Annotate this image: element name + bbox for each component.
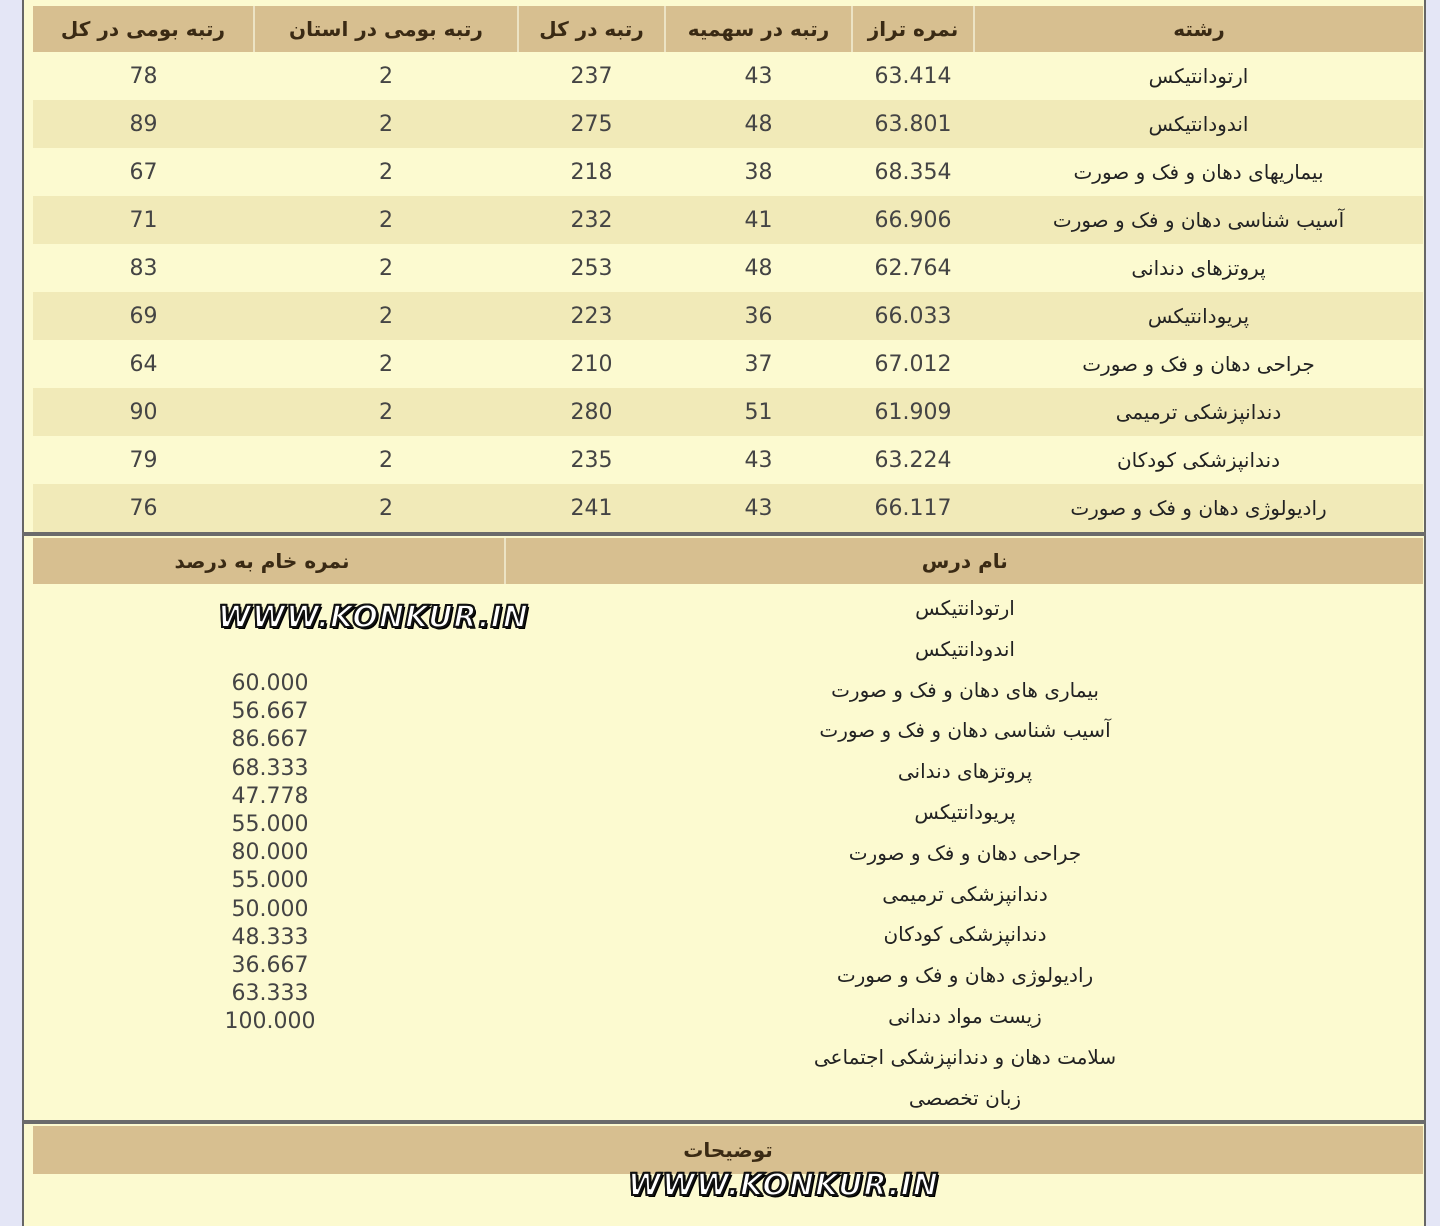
cell-native-overall: 76 [33,484,254,532]
cell-native-province: 2 [254,388,518,436]
header-overall-rank: رتبه در کل [518,6,665,52]
list-item: 36.667 [231,952,309,978]
cell-native-overall: 89 [33,100,254,148]
list-item: ارتودانتیکس [915,596,1015,620]
cell-field: دندانپزشکی کودکان [974,436,1423,484]
header-native-overall-rank: رتبه بومی در کل [33,6,254,52]
list-item: جراحی دهان و فک و صورت [848,840,1082,865]
cell-field: آسیب شناسی دهان و فک و صورت [974,196,1423,244]
cell-native-province: 2 [254,340,518,388]
table-row [33,196,1423,244]
cell-taraz: 61.909 [852,388,974,436]
table-row [33,484,1423,532]
section-divider [22,1120,1426,1124]
list-item: 63.333 [231,981,309,1007]
header-field: رشته [974,6,1423,52]
cell-taraz: 63.224 [852,436,974,484]
cell-native-overall: 67 [33,148,254,196]
cell-taraz: 67.012 [852,340,974,388]
cell-quota-rank: 43 [665,436,852,484]
list-item: پروتزهای دندانی [897,759,1033,784]
notes-header: توضیحات [33,1126,1423,1174]
table-row [33,100,1423,148]
cell-field: جراحی دهان و فک و صورت [974,340,1423,388]
list-item: 86.667 [231,727,309,753]
list-item: 47.778 [231,783,309,809]
cell-native-overall: 78 [33,52,254,100]
cell-native-province: 2 [254,436,518,484]
cell-native-province: 2 [254,100,518,148]
cell-native-overall: 64 [33,340,254,388]
cell-quota-rank: 43 [665,484,852,532]
cell-field: پریودانتیکس [974,292,1423,340]
list-item: 48.333 [231,924,309,950]
list-item: پریودانتیکس [914,799,1016,824]
table-row [33,52,1423,100]
cell-field: بیماریهای دهان و فک و صورت [974,148,1423,196]
cell-taraz: 66.033 [852,292,974,340]
cell-overall-rank: 241 [518,484,665,532]
cell-native-province: 2 [254,196,518,244]
cell-field: رادیولوژی دهان و فک و صورت [974,484,1423,532]
table-row [33,436,1423,484]
list-item: 50.000 [231,896,309,922]
cell-overall-rank: 237 [518,52,665,100]
ranks-table [33,6,1423,532]
cell-native-overall: 90 [33,388,254,436]
header-native-province-rank: رتبه بومی در استان [254,6,518,52]
ranks-table-header [33,6,1423,52]
list-item: رادیولوژی دهان و فک و صورت [836,963,1094,988]
table-row [33,148,1423,196]
cell-field: پروتزهای دندانی [974,244,1423,292]
cell-quota-rank: 37 [665,340,852,388]
cell-taraz: 66.117 [852,484,974,532]
cell-taraz: 63.414 [852,52,974,100]
cell-field: اندودانتیکس [974,100,1423,148]
cell-overall-rank: 232 [518,196,665,244]
header-subject-name: نام درس [504,538,1423,584]
list-item: دندانپزشکی کودکان [883,922,1047,947]
header-quota-rank: رتبه در سهمیه [665,6,852,52]
list-item: زیست مواد دندانی [888,1003,1042,1028]
cell-field: دندانپزشکی ترمیمی [974,388,1423,436]
cell-taraz: 63.801 [852,100,974,148]
header-taraz: نمره تراز [852,6,974,52]
watermark-logo: WWW.KONKUR.IN [218,600,529,635]
list-item: زبان تخصصی [908,1085,1022,1110]
list-item: اندودانتیکس [915,636,1015,661]
cell-overall-rank: 210 [518,340,665,388]
cell-native-overall: 69 [33,292,254,340]
list-item: 60.000 [231,671,309,696]
cell-quota-rank: 41 [665,196,852,244]
cell-native-province: 2 [254,148,518,196]
cell-quota-rank: 36 [665,292,852,340]
list-item: سلامت دهان و دندانپزشکی اجتماعی [813,1044,1117,1069]
cell-native-province: 2 [254,484,518,532]
cell-quota-rank: 38 [665,148,852,196]
subject-list [700,588,1230,1118]
list-item: دندانپزشکی ترمیمی [882,881,1048,906]
watermark-logo: WWW.KONKUR.IN [628,1168,939,1203]
cell-quota-rank: 51 [665,388,852,436]
list-item: بیماری های دهان و فک و صورت [831,677,1099,702]
table-row [33,292,1423,340]
score-list [200,670,340,1036]
list-item: 55.000 [231,811,309,837]
cell-overall-rank: 253 [518,244,665,292]
list-item: 68.333 [231,755,309,781]
cell-taraz: 62.764 [852,244,974,292]
section-divider [22,532,1426,536]
cell-taraz: 66.906 [852,196,974,244]
cell-taraz: 68.354 [852,148,974,196]
table-row [33,244,1423,292]
cell-quota-rank: 48 [665,244,852,292]
cell-field: ارتودانتیکس [974,52,1423,100]
list-item: 100.000 [224,1009,316,1035]
cell-overall-rank: 275 [518,100,665,148]
cell-overall-rank: 235 [518,436,665,484]
cell-native-overall: 83 [33,244,254,292]
cell-native-province: 2 [254,292,518,340]
cell-overall-rank: 218 [518,148,665,196]
subjects-header [33,538,1423,584]
cell-quota-rank: 48 [665,100,852,148]
cell-native-overall: 79 [33,436,254,484]
list-item: آسیب شناسی دهان و فک و صورت [819,718,1111,743]
list-item: 80.000 [231,840,309,866]
cell-quota-rank: 43 [665,52,852,100]
list-item: 56.667 [231,699,309,725]
header-raw-percent: نمره خام به درصد [174,549,350,573]
cell-overall-rank: 223 [518,292,665,340]
list-item: 55.000 [231,868,309,894]
cell-overall-rank: 280 [518,388,665,436]
cell-native-province: 2 [254,244,518,292]
table-row [33,388,1423,436]
cell-native-overall: 71 [33,196,254,244]
table-row [33,340,1423,388]
cell-native-province: 2 [254,52,518,100]
